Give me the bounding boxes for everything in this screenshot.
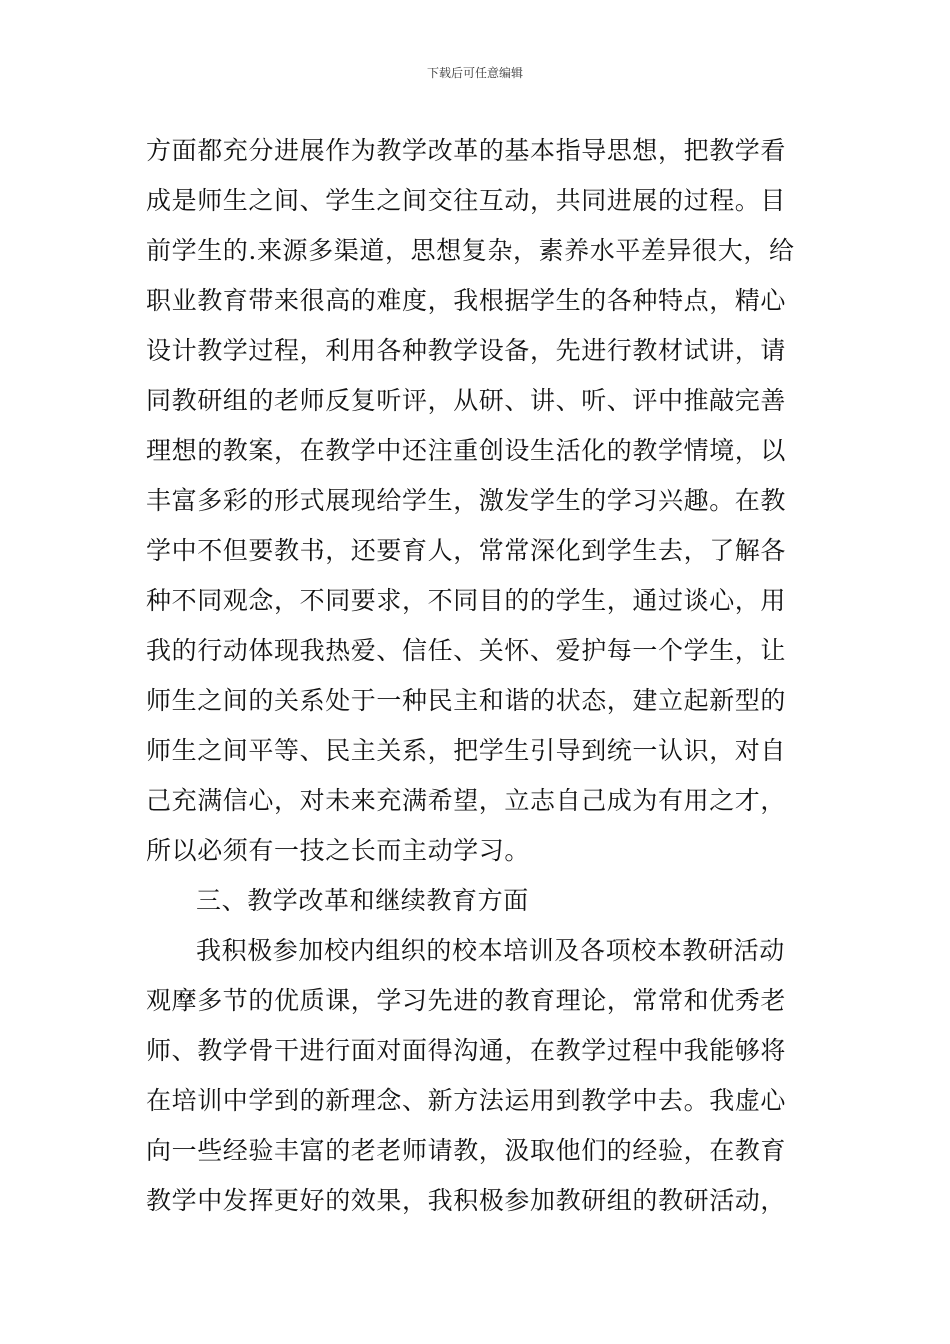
text-line: 师生之间的关系处于一种民主和谐的状态，建立起新型的	[146, 686, 787, 715]
text-line: 设计教学过程，利用各种教学设备，先进行教材试讲，请	[146, 336, 787, 365]
text-line: 成是师生之间、学生之间交往互动，共同进展的过程。目	[146, 186, 787, 215]
text-line: 教学中发挥更好的效果，我积极参加教研组的教研活动，	[146, 1186, 787, 1215]
text-line: 学中不但要教书，还要育人，常常深化到学生去，了解各	[146, 536, 787, 565]
text-line: 师、教学骨干进行面对面得沟通，在教学过程中我能够将	[146, 1036, 787, 1065]
text-line: 种不同观念，不同要求，不同目的的学生，通过谈心，用	[146, 586, 787, 615]
text-line: 职业教育带来很高的难度，我根据学生的各种特点，精心	[146, 286, 787, 315]
section-heading: 三、教学改革和继续教育方面	[196, 886, 529, 915]
text-line: 观摩多节的优质课，学习先进的教育理论，常常和优秀老	[146, 986, 787, 1015]
text-line: 我的行动体现我热爱、信任、关怀、爱护每一个学生，让	[146, 636, 787, 665]
text-line: 丰富多彩的形式展现给学生，激发学生的学习兴趣。在教	[146, 486, 787, 515]
text-line: 师生之间平等、民主关系，把学生引导到统一认识，对自	[146, 736, 787, 765]
document-body	[146, 126, 810, 1226]
text-line: 同教研组的老师反复听评，从研、讲、听、评中推敲完善	[146, 386, 787, 415]
text-line: 理想的教案，在教学中还注重创设生活化的教学情境，以	[146, 436, 787, 465]
text-line: 向一些经验丰富的老老师请教，汲取他们的经验，在教育	[146, 1136, 787, 1165]
text-line: 在培训中学到的新理念、新方法运用到教学中去。我虚心	[146, 1086, 787, 1115]
page-header: 下载后可任意编辑	[426, 66, 523, 80]
text-line: 我积极参加校内组织的校本培训及各项校本教研活动	[196, 936, 785, 965]
text-line: 己充满信心，对未来充满希望，立志自己成为有用之才，	[146, 786, 787, 815]
text-line: 前学生的.来源多渠道，思想复杂，素养水平差异很大，给	[146, 236, 795, 265]
text-line: 方面都充分进展作为教学改革的基本指导思想，把教学看	[146, 136, 787, 165]
text-line: 所以必须有一技之长而主动学习。	[146, 836, 531, 865]
